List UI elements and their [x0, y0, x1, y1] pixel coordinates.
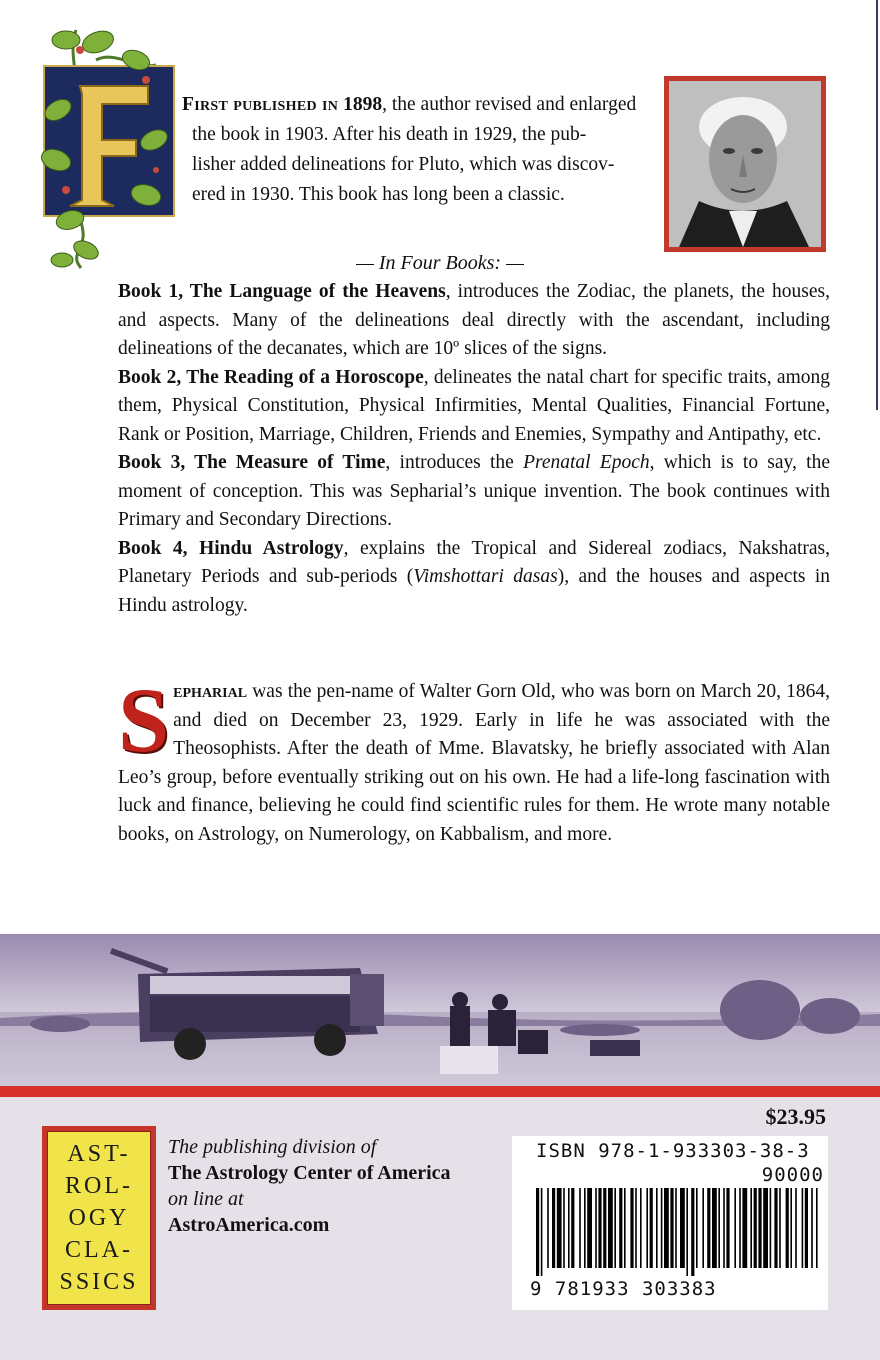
publisher-line3: on line at: [168, 1188, 244, 1210]
intro-line2: the book in 1903. After his death in 1929, the pub-: [192, 124, 587, 145]
barcode-bar: [779, 1188, 781, 1268]
barcode-bar: [603, 1188, 606, 1268]
book-description: ), and the houses and aspects in Hindu astrology.: [118, 566, 831, 616]
barcode-bar: [595, 1188, 597, 1268]
publisher-info: [168, 1134, 508, 1238]
barcode-bar: [608, 1188, 613, 1268]
book-entry-3: [118, 449, 830, 535]
book-description: , introduces the: [385, 452, 524, 473]
logo-line: AST-: [67, 1140, 131, 1167]
barcode-bar: [661, 1188, 663, 1268]
logo-line: SSICS: [59, 1268, 139, 1295]
book-italic-term: Vimshottari dasas: [413, 566, 558, 587]
books-heading: — In Four Books: —: [356, 252, 524, 274]
astrology-classics-logo: [42, 1126, 156, 1310]
intro-lead-smallcaps: First published in: [182, 94, 339, 115]
barcode-bar: [770, 1188, 772, 1268]
book-entry-4: [118, 535, 830, 621]
barcode-bar: [739, 1188, 741, 1268]
barcode-bar: [646, 1188, 648, 1268]
barcode-bar: [619, 1188, 622, 1268]
logo-line: OGY: [68, 1204, 130, 1231]
barcode-bar: [696, 1188, 698, 1268]
barcode-bar: [557, 1188, 562, 1268]
publisher-line1: The publishing division of: [168, 1136, 377, 1158]
barcode-bar: [635, 1188, 637, 1268]
page-edge-rule: [876, 0, 878, 410]
book-description: , delineates the natal chart for specific traits, among them, Physical Constitution, Physical Infirmities, Mental Qualities, Financial Fortune, Rank or Position, Marriage, Children, Friends and Enemies, Sympathy and Antipathy, etc.: [118, 366, 830, 445]
barcode-digits: 9 781933 303383: [530, 1278, 717, 1300]
intro-line1-rest: , the author revised and enlarged: [382, 94, 637, 115]
barcode-bar: [541, 1188, 543, 1276]
barcode-bar: [664, 1188, 669, 1268]
barcode-bar: [758, 1188, 761, 1268]
barcode-bar: [702, 1188, 704, 1268]
barcode-bar: [795, 1188, 797, 1268]
barcode-bar: [640, 1188, 642, 1268]
barcode-bar: [774, 1188, 777, 1268]
book-description: , which is to say, the moment of conception. This was Sepharial’s unique invention. The book continues with Primary and Secondary Directions.: [118, 452, 830, 530]
logo-inner: [47, 1131, 151, 1305]
book-title: Book 2, The Reading of a Horoscope: [118, 366, 424, 388]
author-bio: [118, 669, 830, 849]
books-list: [118, 278, 830, 620]
barcode-bar: [547, 1188, 549, 1268]
bio-lead-smallcaps: epharial: [173, 681, 248, 702]
barcode-bar: [571, 1188, 574, 1268]
illuminated-f-initial: [36, 20, 186, 270]
intro-paragraph: [182, 90, 652, 210]
publisher-website: AstroAmerica.com: [168, 1214, 330, 1236]
barcode-bar: [584, 1188, 586, 1268]
barcode-bar: [691, 1188, 694, 1276]
intro-lead-year: 1898: [343, 94, 383, 115]
barcode-bar: [726, 1188, 729, 1268]
book-title: Book 1, The Language of the Heavens: [118, 281, 446, 302]
barcode-bar: [568, 1188, 570, 1268]
barcode-bar: [802, 1188, 804, 1268]
barcode-bar: [656, 1188, 658, 1268]
barcode-bar: [712, 1188, 717, 1268]
barcode-bar: [805, 1188, 808, 1268]
author-portrait: [664, 76, 826, 252]
bio-dropcap: S: [118, 669, 170, 771]
barcode-bar: [811, 1188, 813, 1268]
book-italic-term: Prenatal Epoch: [523, 452, 650, 473]
barcode-bars: [536, 1188, 820, 1276]
barcode-bar: [786, 1188, 789, 1268]
logo-line: CLA-: [65, 1236, 133, 1263]
book-description: , explains the Tropical and Sidereal zodiacs, Nakshatras, Planetary Periods and sub-periods (: [118, 537, 830, 587]
barcode-bar: [707, 1188, 710, 1268]
barcode-bar: [723, 1188, 725, 1268]
desert-van-photo: [0, 934, 880, 1086]
barcode-bar: [763, 1188, 768, 1268]
barcode-bar: [587, 1188, 592, 1268]
barcode-bar: [750, 1188, 752, 1268]
barcode-bar: [630, 1188, 633, 1268]
barcode-bar: [718, 1188, 720, 1268]
barcode-bar: [614, 1188, 616, 1268]
barcode-bar: [680, 1188, 685, 1268]
intro-line4: ered in 1930. This book has long been a classic.: [192, 184, 565, 205]
barcode-bar: [624, 1188, 626, 1268]
barcode-bar: [675, 1188, 677, 1268]
price-label: $23.95: [765, 1104, 826, 1129]
barcode-bar: [734, 1188, 736, 1268]
barcode-bar: [563, 1188, 565, 1268]
barcode-bar: [536, 1188, 539, 1276]
publisher-name: The Astrology Center of America: [168, 1162, 451, 1184]
logo-line: ROL-: [65, 1172, 133, 1199]
barcode-bar: [742, 1188, 747, 1268]
barcode-bar: [650, 1188, 653, 1268]
book-description: , introduces the Zodiac, the planets, the houses, and aspects. Many of the delineations deal directly with the ascendant, including delineations of the decanates, which are 10º slices of the signs.: [118, 281, 830, 359]
book-title: Book 4, Hindu Astrology: [118, 537, 344, 559]
barcode-bar: [790, 1188, 792, 1268]
isbn-text: ISBN 978-1-933303-38-3: [536, 1140, 810, 1162]
barcode-bar: [579, 1188, 581, 1268]
barcode-bar: [598, 1188, 601, 1268]
book-entry-2: [118, 364, 830, 450]
barcode-bar: [670, 1188, 673, 1268]
barcode-bar: [552, 1188, 555, 1268]
barcode-bar: [754, 1188, 757, 1268]
barcode-addon: 90000: [761, 1164, 824, 1186]
red-accent-band: [0, 1086, 880, 1097]
book-title: Book 3, The Measure of Time: [118, 452, 386, 473]
barcode-bar: [686, 1188, 688, 1276]
barcode-bar: [816, 1188, 818, 1268]
intro-line3: lisher added delineations for Pluto, which was discov-: [192, 154, 615, 175]
book-entry-1: [118, 278, 830, 364]
bio-text: was the pen-name of Walter Gorn Old, who was born on March 20, 1864, and died on December 23, 1929. Early in life he was associated with the Theosophists. After the death of Mme. Blavatsky, he briefly associated with Alan Leo’s group, before eventually striking out on his own. He had a life-long fascination with luck and finance, believing he could find scientific rules for them. He wrote many notable books, on Astrology, on Numerology, on Kabbalism, and more.: [118, 681, 830, 845]
